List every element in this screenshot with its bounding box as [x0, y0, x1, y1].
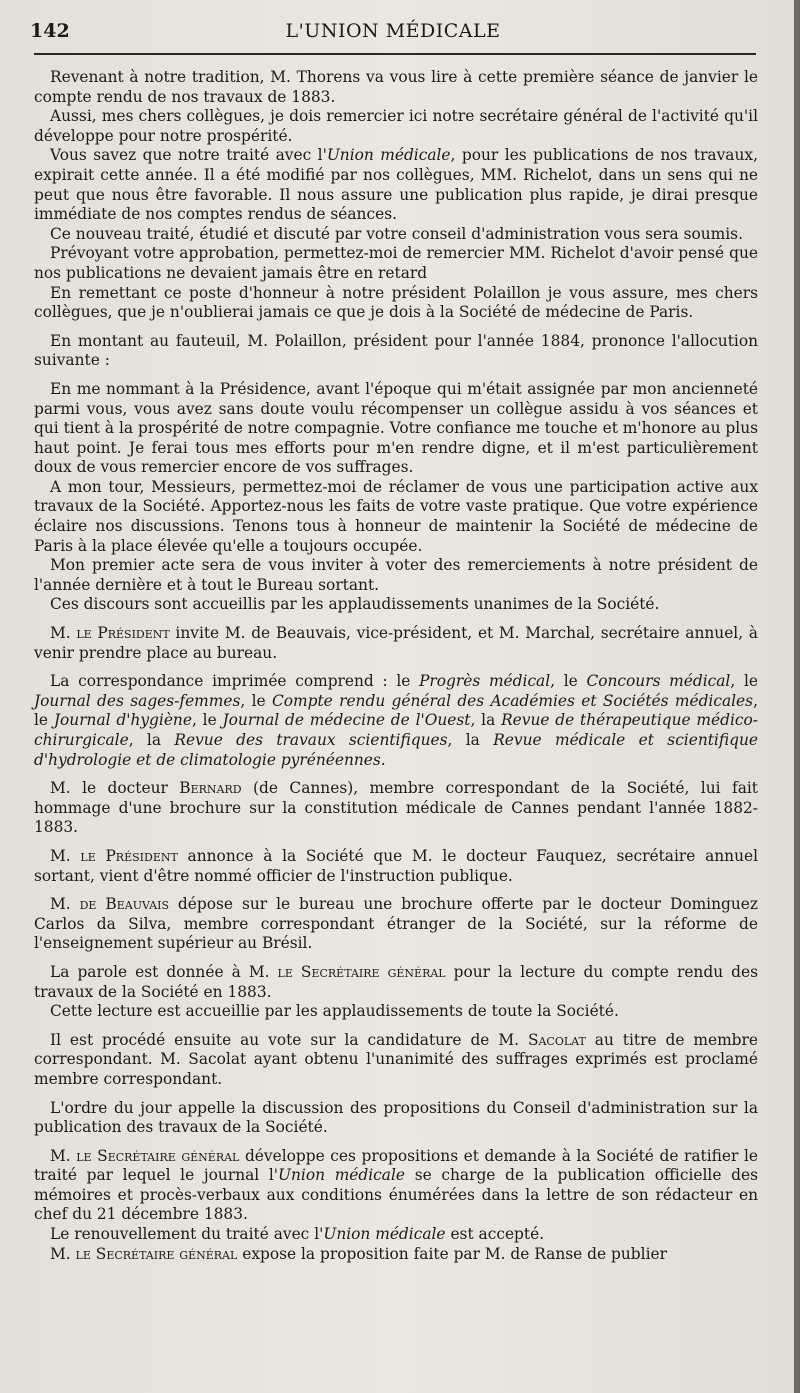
paragraph: Ces discours sont accueillis par les applaudissements unanimes de la Société. — [50, 595, 660, 614]
paragraph: Vous savez que notre traité avec l'Union médicale, pour les publications de nos travaux, expirait cette année. Il a été modifié par nos collègues, MM. Richelot, dans un sens qui ne peut que nous être favorable. Il nous assure une publication plus rapide, je dirai presque immédiate de nos comptes rendus de séances. — [34, 146, 758, 224]
paragraph: Cette lecture est accueillie par les applaudissements de toute la Société. — [50, 1002, 619, 1021]
article-body — [34, 68, 758, 1264]
page-header — [30, 20, 756, 48]
page-number: 142 — [30, 20, 70, 42]
paragraph: Il est procédé ensuite au vote sur la candidature de M. Sacolat au titre de membre correspondant. M. Sacolat ayant obtenu l'unanimité des suffrages exprimés est proclamé membre correspondant. — [34, 1030, 758, 1088]
header-rule — [34, 53, 756, 55]
paragraph: Revenant à notre tradition, M. Thorens va vous lire à cette première séance de janvier le compte rendu de nos travaux de 1883. — [34, 68, 758, 106]
paragraph: La correspondance imprimée comprend : le Progrès médical, le Concours médical, le Journal des sages-femmes, le Compte rendu général des Académies et Sociétés médicales, le Journal d'hygiène, le Journal de médecine de l'Ouest, la Revue de thérapeutique médico-chirurgicale, la Revue des travaux scientifiques, la Revue médicale et scientifique d'hydrologie et de climatologie pyrénéennes. — [34, 672, 758, 769]
paragraph: M. le Secrétaire général expose la proposition faite par M. de Ranse de publier — [50, 1244, 667, 1263]
paragraph: M. le Secrétaire général développe ces propositions et demande à la Société de ratifier le traité par lequel le journal l'Union médicale se charge de la publication officielle des mémoires et procès-verbaux aux conditions énumérées dans la lettre de son rédacteur en chef du 21 décembre 1883. — [34, 1146, 758, 1224]
paragraph: Ce nouveau traité, étudié et discuté par votre conseil d'administration vous sera soumis. — [50, 224, 743, 243]
paragraph: En me nommant à la Présidence, avant l'époque qui m'était assignée par mon ancienneté parmi vous, vous avez sans doute voulu récompenser un collègue assidu à vos séances et qui tient à la prospérité de notre compagnie. Votre confiance me touche et m'honore au plus haut point. Je ferai tous mes efforts pour m'en rendre digne, et il m'est particulièrement doux de vous remercier encore de vos suffrages. — [34, 379, 758, 477]
paragraph: Aussi, mes chers collègues, je dois remercier ici notre secrétaire général de l'activité qu'il développe pour notre prospérité. — [34, 107, 758, 145]
paragraph: M. le Président annonce à la Société que M. le docteur Fauquez, secrétaire annuel sortant, vient d'être nommé officier de l'instruction publique. — [34, 846, 759, 885]
paragraph: Le renouvellement du traité avec l'Union médicale est accepté. — [50, 1225, 545, 1244]
paragraph: A mon tour, Messieurs, permettez-moi de réclamer de vous une participation active aux travaux de la Société. Apportez-nous les faits de votre vaste pratique. Que votre expérience éclaire nos discussions. Tenons tous à honneur de maintenir la Société de médecine de Paris à la place élevée qu'elle a toujours occupée. — [34, 477, 758, 555]
paragraph: M. de Beauvais dépose sur le bureau une brochure offerte par le docteur Dominguez Carlos da Silva, membre correspondant étranger de la Société, sur la réforme de l'enseignement supérieur au Brésil. — [34, 895, 759, 953]
running-title: L'UNION MÉDICALE — [285, 20, 501, 42]
paragraph: L'ordre du jour appelle la discussion des propositions du Conseil d'administration sur la publication des travaux de la Société. — [34, 1098, 758, 1137]
paragraph: Prévoyant votre approbation, permettez-moi de remercier MM. Richelot d'avoir pensé que nos publications ne devaient jamais être en retard — [34, 244, 758, 282]
paragraph: En remettant ce poste d'honneur à notre président Polaillon je vous assure, mes chers collègues, que je n'oublierai jamais ce que je dois à la Société de médecine de Paris. — [34, 283, 758, 322]
paragraph: M. le Président invite M. de Beauvais, vice-président, et M. Marchal, secrétaire annuel, à venir prendre place au bureau. — [34, 624, 758, 662]
paragraph: La parole est donnée à M. le Secrétaire général pour la lecture du compte rendu des travaux de la Société en 1883. — [34, 962, 759, 1001]
paragraph: En montant au fauteuil, M. Polaillon, président pour l'année 1884, prononce l'allocution suivante : — [34, 331, 758, 370]
paragraph: Mon premier acte sera de vous inviter à voter des remerciements à notre président de l'année dernière et à tout le Bureau sortant. — [34, 556, 758, 594]
page-edge-shadow — [794, 0, 800, 1393]
paragraph: M. le docteur Bernard (de Cannes), membre correspondant de la Société, lui fait hommage d'une brochure sur la constitution médicale de Cannes pendant l'année 1882-1883. — [34, 779, 758, 837]
